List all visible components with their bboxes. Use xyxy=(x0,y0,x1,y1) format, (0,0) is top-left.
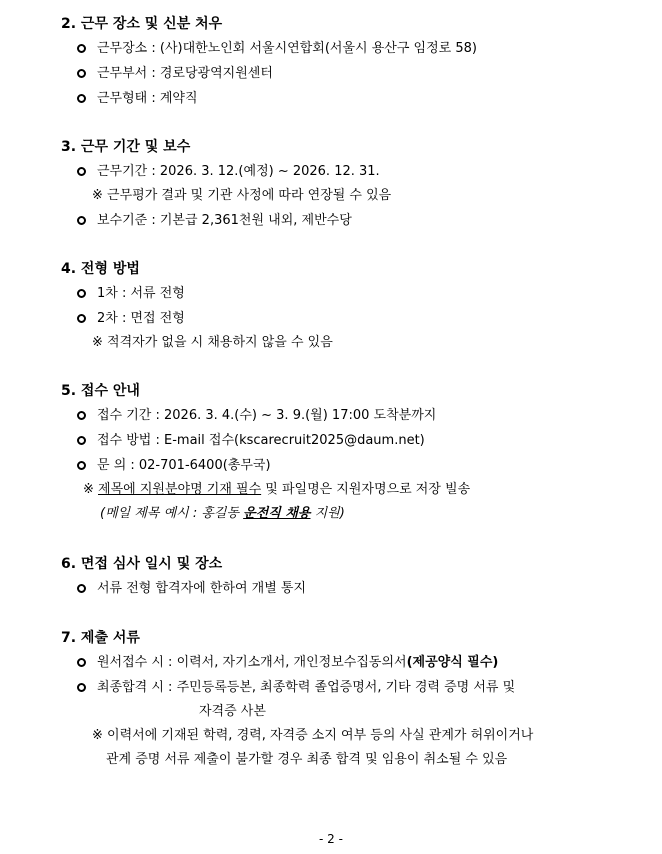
circle-bullet-icon xyxy=(77,314,86,323)
final-documents-line2: 자격증 사본 xyxy=(199,704,266,719)
application-documents-item xyxy=(97,654,498,672)
section-7-title: 7. 제출 서류 xyxy=(61,630,140,646)
circle-bullet-icon xyxy=(77,683,86,692)
section-3-title: 3. 근무 기간 및 보수 xyxy=(61,139,191,155)
application-documents-text: 원서접수 시 : 이력서, 자기소개서, 개인정보수집동의서 xyxy=(97,655,407,670)
circle-bullet-icon xyxy=(77,584,86,593)
department-item: 근무부서 : 경로당광역지원센터 xyxy=(97,66,273,81)
application-period-item: 접수 기간 : 2026. 3. 4.(수) ~ 3. 9.(월) 17:00 도착분까지 xyxy=(97,408,437,423)
section-6-title: 6. 면접 심사 일시 및 장소 xyxy=(61,556,223,572)
circle-bullet-icon xyxy=(77,289,86,298)
email-subject-example xyxy=(100,505,345,523)
no-hire-note: ※ 적격자가 없을 시 채용하지 않을 수 있음 xyxy=(92,335,333,350)
final-documents-line1: 최종합격 시 : 주민등록등본, 최종학력 졸업증명서, 기타 경력 증명 서류 및 xyxy=(97,680,516,695)
email-subject-note xyxy=(83,481,470,499)
note-rest-text: 및 파일명은 지원자명으로 저장 빌송 xyxy=(261,482,471,497)
example-bold-text: 운전직 채용 xyxy=(243,506,311,521)
section-5-title: 5. 접수 안내 xyxy=(61,383,140,399)
section-4-title: 4. 전형 방법 xyxy=(61,261,140,277)
example-suffix: 지원) xyxy=(310,506,345,521)
circle-bullet-icon xyxy=(77,216,86,225)
section-2-title: 2. 근무 장소 및 신분 처우 xyxy=(61,16,223,32)
second-stage-item: 2차 : 면접 전형 xyxy=(97,311,185,326)
employment-type-item: 근무형태 : 계약직 xyxy=(97,91,198,106)
first-stage-item: 1차 : 서류 전형 xyxy=(97,286,185,301)
workplace-item: 근무장소 : (사)대한노인회 서울시연합회(서울시 용산구 임정로 58) xyxy=(97,41,477,56)
application-method-item: 접수 방법 : E-mail 접수(kscarecruit2025@daum.net) xyxy=(97,433,425,448)
note-prefix: ※ xyxy=(83,482,99,497)
example-prefix: (메일 제목 예시 : 홍길동 xyxy=(100,506,244,521)
circle-bullet-icon xyxy=(77,167,86,176)
salary-item: 보수기준 : 기본급 2,361천원 내외, 제반수당 xyxy=(97,213,352,228)
false-info-note-line2: 관계 증명 서류 제출이 불가할 경우 최종 합격 및 임용이 취소될 수 있음 xyxy=(106,752,508,767)
false-info-note-line1: ※ 이력서에 기재된 학력, 경력, 자격증 소지 여부 등의 사실 관계가 허위이거나 xyxy=(92,728,534,743)
extension-note: ※ 근무평가 결과 및 기관 사정에 따라 연장될 수 있음 xyxy=(92,188,392,203)
circle-bullet-icon xyxy=(77,436,86,445)
circle-bullet-icon xyxy=(77,44,86,53)
page-number: - 2 - xyxy=(319,832,343,846)
circle-bullet-icon xyxy=(77,658,86,667)
circle-bullet-icon xyxy=(77,411,86,420)
circle-bullet-icon xyxy=(77,94,86,103)
inquiry-item: 문 의 : 02-701-6400(총무국) xyxy=(97,458,271,473)
circle-bullet-icon xyxy=(77,461,86,470)
circle-bullet-icon xyxy=(77,69,86,78)
work-period-item: 근무기간 : 2026. 3. 12.(예정) ~ 2026. 12. 31. xyxy=(97,164,380,179)
note-underlined-text: 제목에 지원분야명 기재 필수 xyxy=(98,482,262,497)
interview-notice-item: 서류 전형 합격자에 한하여 개별 통지 xyxy=(97,581,307,596)
required-form-text: (제공양식 필수) xyxy=(406,655,499,670)
